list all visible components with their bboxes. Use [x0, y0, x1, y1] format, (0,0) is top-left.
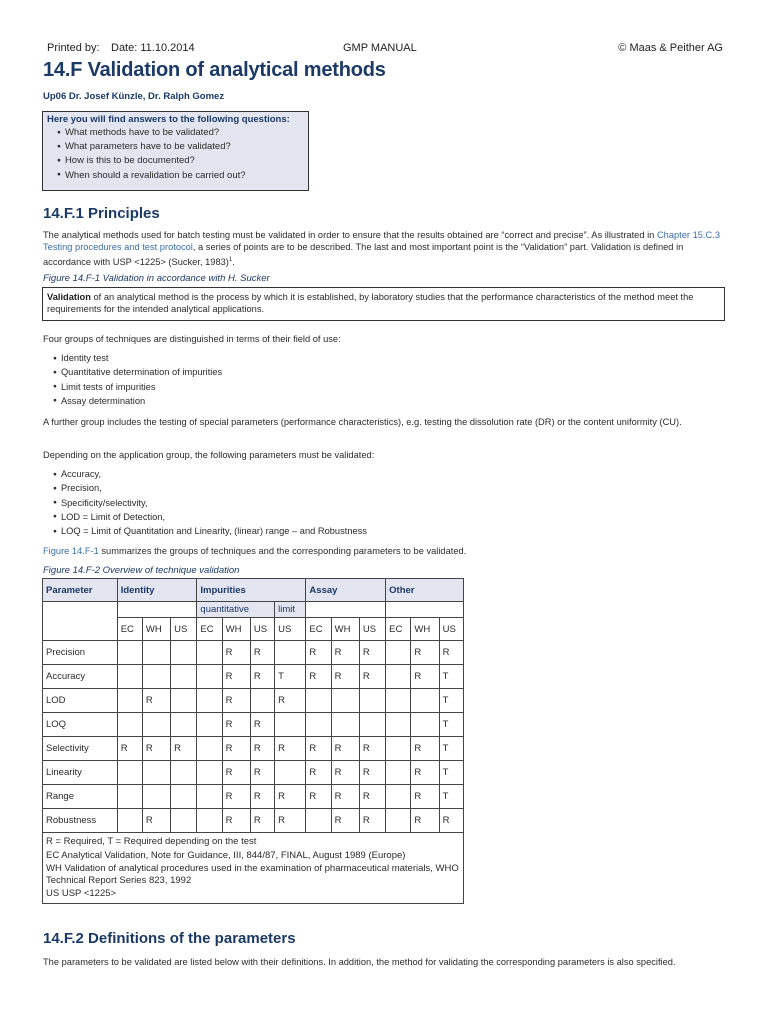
header-assay: Assay	[306, 579, 386, 602]
table-notes	[43, 833, 464, 904]
note-wh: WH Validation of analytical procedures used in the examination of pharmaceutical materials, WHO Technical Report Series 823, 1992	[46, 863, 459, 886]
table-cell	[117, 785, 142, 809]
table-cell: R	[222, 809, 250, 833]
table-cell	[197, 641, 222, 665]
figure-2-caption: Figure 14.F-2 Overview of technique validation	[43, 565, 240, 576]
table-cell	[275, 641, 306, 665]
column-header-cell: EC	[306, 618, 331, 641]
table-cell	[117, 641, 142, 665]
table-cell: R	[222, 713, 250, 737]
row-parameter-name: Precision	[43, 641, 118, 665]
column-header-cell: US	[275, 618, 306, 641]
column-header-cell: WH	[411, 618, 439, 641]
table-cell: R	[411, 665, 439, 689]
table-cell	[117, 761, 142, 785]
summary-sentence	[43, 545, 466, 557]
groups-list-container	[43, 352, 222, 409]
groups-intro: Four groups of techniques are distinguished in terms of their field of use:	[43, 334, 341, 344]
question-item: ● When should a revalidation be carried out?	[57, 169, 304, 183]
column-header-cell: US	[171, 618, 197, 641]
table-cell	[171, 785, 197, 809]
table-cell	[306, 809, 331, 833]
definition-term: Validation	[47, 292, 91, 302]
table-cell: R	[171, 737, 197, 761]
row-parameter-name: LOD	[43, 689, 118, 713]
table-cell: R	[222, 785, 250, 809]
table-cell: R	[306, 785, 331, 809]
table-cell	[250, 689, 274, 713]
note-us: US USP <1225>	[46, 888, 117, 899]
table-cell	[386, 737, 411, 761]
table-cell	[411, 689, 439, 713]
table-cell: R	[222, 689, 250, 713]
table-cell	[197, 785, 222, 809]
table-cell: R	[222, 641, 250, 665]
table-cell: R	[142, 809, 170, 833]
further-group-text: A further group includes the testing of special parameters (performance characteristics), e.g. testing the dissolution rate (DR) or the content uniformity (CU).	[43, 417, 682, 427]
params-intro: Depending on the application group, the following parameters must be validated:	[43, 450, 375, 460]
table-cell: R	[359, 665, 385, 689]
table-cell: R	[250, 713, 274, 737]
figure-1-caption: Figure 14.F-1 Validation in accordance with H. Sucker	[43, 273, 270, 284]
intro-text-1: The analytical methods used for batch testing must be validated in order to ensure that the results obtained are “correct and precise”. As illustrated in	[43, 230, 655, 240]
table-cell	[306, 713, 331, 737]
table-cell	[386, 665, 411, 689]
table-cell: R	[250, 641, 274, 665]
group-item: ● Quantitative determination of impurities	[53, 366, 222, 380]
table-cell: R	[222, 665, 250, 689]
print-date: Date: 11.10.2014	[111, 42, 195, 54]
printed-by-label: Printed by:	[47, 42, 100, 54]
table-cell	[171, 713, 197, 737]
column-header-cell: EC	[117, 618, 142, 641]
table-cell	[197, 737, 222, 761]
table-row	[43, 809, 464, 833]
table-cell: R	[439, 809, 463, 833]
param-item: ● Precision,	[53, 482, 367, 496]
param-item: ● Specificity/selectivity,	[53, 497, 367, 511]
params-list	[43, 468, 367, 539]
other-sub-blank	[386, 602, 464, 618]
row-parameter-name: Range	[43, 785, 118, 809]
copyright: © Maas & Peither AG	[618, 42, 723, 54]
table-subheader-row	[43, 602, 464, 618]
manual-name: GMP MANUAL	[343, 42, 417, 54]
table-cell	[275, 713, 306, 737]
table-cell: R	[411, 641, 439, 665]
summary-text: summarizes the groups of techniques and the corresponding parameters to be validated.	[98, 546, 467, 556]
row-parameter-name: Selectivity	[43, 737, 118, 761]
footnote-ref[interactable]: 1	[228, 256, 233, 263]
table-cell	[197, 689, 222, 713]
param-item: ● Accuracy,	[53, 468, 367, 482]
table-cell	[386, 689, 411, 713]
table-cell	[142, 665, 170, 689]
table-cell	[171, 761, 197, 785]
table-cell: R	[331, 665, 359, 689]
table-cell: R	[331, 809, 359, 833]
table-cell: R	[117, 737, 142, 761]
column-header-cell: WH	[331, 618, 359, 641]
table-cell: R	[306, 761, 331, 785]
row-parameter-name: Robustness	[43, 809, 118, 833]
table-cell: R	[250, 785, 274, 809]
table-cell: R	[359, 641, 385, 665]
table-cell: R	[275, 785, 306, 809]
table-cell: T	[439, 785, 463, 809]
question-item: ● How is this to be documented?	[57, 154, 304, 168]
table-row	[43, 713, 464, 737]
identity-sub-blank	[117, 602, 197, 618]
table-cell	[386, 761, 411, 785]
definition-text: of an analytical method is the process by which it is established, by laboratory studies that the performance characteristics of the method meet the requirements for the intended analytical applications.	[47, 292, 694, 315]
table-cell	[171, 641, 197, 665]
table-cell: T	[275, 665, 306, 689]
note-legend: R = Required, T = Required depending on the test	[46, 836, 257, 847]
subheader-quantitative: quantitative	[197, 602, 275, 618]
table-cell: R	[411, 785, 439, 809]
column-header-cell: US	[439, 618, 463, 641]
validation-overview-table	[42, 578, 464, 904]
table-cell: R	[359, 761, 385, 785]
table-cell	[142, 785, 170, 809]
header-parameter: Parameter	[43, 579, 118, 602]
header-other: Other	[386, 579, 464, 602]
groups-list	[43, 352, 222, 409]
table-cell	[197, 761, 222, 785]
table-notes-row	[43, 833, 464, 904]
table-row	[43, 761, 464, 785]
table-row	[43, 785, 464, 809]
header-impurities: Impurities	[197, 579, 306, 602]
group-item: ● Limit tests of impurities	[53, 381, 222, 395]
table-row	[43, 737, 464, 761]
table-cell	[197, 809, 222, 833]
table-row	[43, 689, 464, 713]
table-cell: T	[439, 689, 463, 713]
questions-list	[47, 126, 304, 183]
table-cell	[386, 713, 411, 737]
table-row	[43, 641, 464, 665]
column-header-cell: WH	[142, 618, 170, 641]
table-cell	[275, 761, 306, 785]
print-header	[47, 42, 723, 56]
table-cell: R	[331, 737, 359, 761]
table-cell	[171, 809, 197, 833]
table-cell: R	[222, 761, 250, 785]
table-cell	[331, 713, 359, 737]
table-cell: R	[331, 761, 359, 785]
section-heading-definitions: 14.F.2 Definitions of the parameters	[43, 930, 296, 947]
table-cell	[386, 809, 411, 833]
table-cell: R	[306, 641, 331, 665]
table-row	[43, 665, 464, 689]
authors: Up06 Dr. Josef Künzle, Dr. Ralph Gomez	[43, 91, 225, 102]
param-item: ● LOQ = Limit of Quantitation and Linearity, (linear) range – and Robustness	[53, 525, 367, 539]
table-cell: R	[142, 689, 170, 713]
group-item: ● Assay determination	[53, 395, 222, 409]
column-header-cell: US	[250, 618, 274, 641]
table-cell	[359, 689, 385, 713]
table-cell: R	[359, 737, 385, 761]
table-cell	[306, 689, 331, 713]
params-list-container	[43, 468, 367, 539]
table-cell: R	[439, 641, 463, 665]
table-cell	[142, 761, 170, 785]
table-cell: T	[439, 737, 463, 761]
table-cell: R	[275, 689, 306, 713]
table-cell: R	[222, 737, 250, 761]
intro-text-2: , a series of points are to be described. The last and most important point is the “Validation” part. Validation is defined in accordance with USP <1225> (Sucker, 1983)	[43, 242, 684, 267]
table-cell: R	[359, 809, 385, 833]
param-item: ● LOD = Limit of Detection,	[53, 511, 367, 525]
row-parameter-name: LOQ	[43, 713, 118, 737]
table-cell: R	[331, 785, 359, 809]
table-cell: R	[411, 809, 439, 833]
question-item: ● What methods have to be validated?	[57, 126, 304, 140]
table-cell: R	[275, 809, 306, 833]
table-cell: R	[250, 809, 274, 833]
table-cell: R	[250, 761, 274, 785]
group-item: ● Identity test	[53, 352, 222, 366]
table-cell	[117, 665, 142, 689]
table-cell: R	[142, 737, 170, 761]
table-cell: R	[250, 737, 274, 761]
section-heading-principles: 14.F.1 Principles	[43, 205, 160, 222]
assay-sub-blank	[306, 602, 386, 618]
table-cell	[331, 689, 359, 713]
table-cell	[142, 713, 170, 737]
chapter-link[interactable]: Chapter 15.C.3 Testing procedures and test protocol	[43, 230, 720, 253]
row-parameter-name: Accuracy	[43, 665, 118, 689]
table-cell	[117, 713, 142, 737]
column-header-cell: WH	[222, 618, 250, 641]
definition-box	[42, 287, 725, 321]
table-cell: R	[275, 737, 306, 761]
table-cell	[197, 713, 222, 737]
table-cell: R	[359, 785, 385, 809]
questions-box	[42, 111, 309, 191]
question-item: ● What parameters have to be validated?	[57, 140, 304, 154]
page-title: 14.F Validation of analytical methods	[43, 59, 386, 81]
table-cell	[142, 641, 170, 665]
table-cell	[359, 713, 385, 737]
table-cell	[386, 641, 411, 665]
table-cell: R	[250, 665, 274, 689]
table-cell: R	[306, 665, 331, 689]
table-cell	[171, 689, 197, 713]
table-cell: R	[411, 737, 439, 761]
table-cell: T	[439, 713, 463, 737]
note-ec: EC Analytical Validation, Note for Guidance, III, 844/87, FINAL, August 1989 (Europe)	[46, 849, 406, 861]
table-cell: R	[411, 761, 439, 785]
subheader-limit: limit	[275, 602, 306, 618]
table-cell	[197, 665, 222, 689]
column-header-cell: EC	[386, 618, 411, 641]
table-cell: T	[439, 761, 463, 785]
table-cell	[171, 665, 197, 689]
table-cell: R	[331, 641, 359, 665]
table-cell: R	[306, 737, 331, 761]
table-group-header-row	[43, 579, 464, 602]
header-identity: Identity	[117, 579, 197, 602]
table-cell	[411, 713, 439, 737]
definitions-intro: The parameters to be validated are listed below with their definitions. In addition, the method for validating the corresponding parameters is also specified.	[43, 957, 676, 967]
principles-intro	[43, 229, 733, 268]
table-cell	[117, 809, 142, 833]
column-header-cell: EC	[197, 618, 222, 641]
table-cell: T	[439, 665, 463, 689]
questions-box-title: Here you will find answers to the following questions:	[47, 114, 290, 125]
parameter-blank-cell	[43, 602, 118, 641]
intro-end: .	[232, 256, 235, 267]
figure-link[interactable]: Figure 14.F-1	[43, 546, 99, 556]
table-cell	[386, 785, 411, 809]
table-cell	[117, 689, 142, 713]
column-header-cell: US	[359, 618, 385, 641]
row-parameter-name: Linearity	[43, 761, 118, 785]
table-body	[43, 641, 464, 833]
